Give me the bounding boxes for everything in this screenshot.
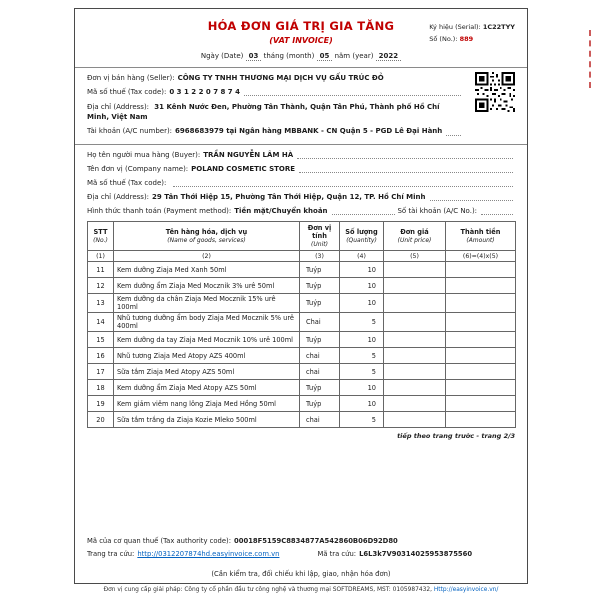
provider-text: Đơn vị cung cấp giải pháp: Công ty cổ phần đầu tư công nghệ và thương mại SOFTDREAMS, MST: 0105987432,: [103, 587, 432, 593]
buyer-taxcode-label: Mã số thuế (Tax code):: [87, 178, 167, 187]
table-row: [88, 348, 516, 364]
table-cell: [384, 348, 446, 364]
separator: [75, 144, 527, 145]
lookup-row: [87, 550, 515, 558]
table-row: [88, 294, 516, 313]
buyer-address-label: Địa chỉ (Address):: [87, 192, 150, 201]
column-header: Số lượng (Quantity): [340, 222, 384, 251]
date-year-value: 2022: [376, 52, 401, 61]
lookup-url-link[interactable]: http://0312207874hd.easyinvoice.com.vn: [137, 550, 280, 558]
table-cell: 14: [88, 313, 114, 332]
invoice-footer: [87, 537, 515, 578]
column-number: (2): [114, 251, 300, 262]
goods-table-number-row: [88, 251, 516, 262]
check-note: (Cần kiểm tra, đối chiếu khi lập, giao, nhận hóa đơn): [211, 570, 391, 578]
table-row: [88, 396, 516, 412]
table-cell: [446, 332, 516, 348]
dotted-leader: [430, 194, 513, 201]
dotted-leader: [244, 89, 461, 96]
table-cell: [384, 412, 446, 428]
table-cell: [446, 396, 516, 412]
column-header: Thành tiền (Amount): [446, 222, 516, 251]
table-cell: [384, 278, 446, 294]
lookup-code-label: Mã tra cứu:: [317, 550, 357, 558]
buyer-address-value: 29 Tân Thới Hiệp 15, Phường Tân Thới Hiệp, Quận 12, TP. Hồ Chí Minh: [152, 192, 426, 201]
column-number: (6)=(4)x(5): [446, 251, 516, 262]
vat-invoice: [74, 8, 528, 584]
column-number: (5): [384, 251, 446, 262]
table-cell: Kem dưỡng Ziaja Med Xanh 50ml: [114, 262, 300, 278]
seller-address-value: 31 Kênh Nước Đen, Phường Tân Thành, Quận Tân Phú, Thành phố Hồ Chí Minh, Việt Nam: [87, 102, 440, 122]
seller-name-label: Đơn vị bán hàng (Seller):: [87, 74, 175, 82]
table-cell: [446, 313, 516, 332]
invoice-number-value: 889: [459, 35, 474, 44]
invoice-header: [87, 19, 515, 60]
table-row: [88, 364, 516, 380]
serial-block: [429, 21, 515, 46]
date-month-label: tháng (month): [263, 52, 315, 60]
dotted-leader: [332, 208, 396, 215]
table-cell: [384, 380, 446, 396]
dotted-leader: [446, 129, 461, 136]
table-row: [88, 380, 516, 396]
table-cell: 16: [88, 348, 114, 364]
table-cell: 5: [340, 412, 384, 428]
goods-table-header-row: [88, 222, 516, 251]
tax-authority-row: [87, 537, 515, 545]
seller-account-value: 6968683979 tại Ngân hàng MBBANK - CN Quận 5 - PGD Lê Đại Hành: [175, 127, 443, 136]
dotted-leader: [481, 208, 513, 215]
tax-authority-label: Mã của cơ quan thuế (Tax authority code):: [87, 537, 231, 545]
buyer-company-row: [87, 165, 515, 174]
seller-taxcode-value: 0 3 1 2 2 0 7 8 7 4: [169, 87, 240, 96]
seller-account-label: Tài khoản (A/C number):: [87, 127, 173, 136]
date-day-label: Ngày (Date): [200, 52, 244, 60]
separator: [75, 67, 527, 68]
table-cell: [384, 294, 446, 313]
table-cell: 10: [340, 332, 384, 348]
invoice-number-row: [429, 33, 515, 45]
table-cell: [446, 278, 516, 294]
table-cell: Kem giảm viêm nang lông Ziaja Med Hồng 50ml: [114, 396, 300, 412]
table-cell: 20: [88, 412, 114, 428]
seller-account-row: [87, 127, 463, 136]
seller-address-row: [87, 102, 463, 123]
dotted-leader: [297, 152, 513, 159]
buyer-company-value: POLAND COSMETIC STORE: [191, 164, 296, 173]
serial-value: 1C22TYY: [482, 23, 515, 31]
lookup-code-value: L6L3k7V90314025953875560: [359, 550, 473, 558]
buyer-address-row: [87, 193, 515, 202]
table-cell: chai: [300, 348, 340, 364]
table-cell: Kem dưỡng ẩm Ziaja Med Mocznik 3% urê 50ml: [114, 278, 300, 294]
table-cell: Tuýp: [300, 380, 340, 396]
buyer-company-label: Tên đơn vị (Company name):: [87, 164, 189, 173]
date-month-value: 05: [317, 52, 333, 61]
red-dashed-mark: [589, 30, 591, 88]
table-row: [88, 332, 516, 348]
table-cell: Tuýp: [300, 396, 340, 412]
table-cell: 17: [88, 364, 114, 380]
table-cell: Sữa tắm Ziaja Med Atopy AZS 50ml: [114, 364, 300, 380]
table-cell: Kem dưỡng da chân Ziaja Med Mocznik 15% urê 100ml: [114, 294, 300, 313]
seller-address-label: Địa chỉ (Address):: [87, 102, 150, 111]
buyer-name-label: Họ tên người mua hàng (Buyer):: [87, 150, 201, 159]
provider-line: [74, 587, 528, 593]
table-cell: chai: [300, 412, 340, 428]
table-cell: [446, 364, 516, 380]
table-cell: Sữa tắm trắng da Ziaja Kozie Mleko 500ml: [114, 412, 300, 428]
table-cell: 10: [340, 278, 384, 294]
table-cell: Chai: [300, 313, 340, 332]
invoice-date-line: [87, 52, 515, 60]
payment-method-label: Hình thức thanh toán (Payment method):: [87, 206, 232, 215]
column-header: STT (No.): [88, 222, 114, 251]
table-cell: [384, 396, 446, 412]
table-cell: Tuýp: [300, 294, 340, 313]
goods-table: [87, 221, 516, 428]
buyer-section: [87, 151, 515, 216]
table-cell: [446, 380, 516, 396]
seller-section: [87, 74, 515, 137]
seller-name-row: [87, 74, 463, 83]
provider-link[interactable]: Http://easyinvoice.vn/: [433, 587, 499, 593]
invoice-subtitle: (VAT INVOICE): [269, 36, 333, 45]
table-cell: Nhũ tương dưỡng ẩm body Ziaja Med Mocznik 5% urê 400ml: [114, 313, 300, 332]
dotted-leader: [173, 180, 513, 187]
table-cell: Kem dưỡng da tay Ziaja Med Mocznik 10% urê 100ml: [114, 332, 300, 348]
buyer-name-row: [87, 151, 515, 160]
table-cell: 19: [88, 396, 114, 412]
column-header: Đơn vị tính (Unit): [300, 222, 340, 251]
table-cell: 18: [88, 380, 114, 396]
date-day-value: 03: [246, 52, 262, 61]
table-cell: 12: [88, 278, 114, 294]
seller-taxcode-row: [87, 88, 463, 97]
buyer-name-value: TRẦN NGUYỄN LÂM HÀ: [203, 150, 294, 159]
column-header: Tên hàng hóa, dịch vụ (Name of goods, services): [114, 222, 300, 251]
qr-code: [475, 72, 515, 112]
table-cell: 10: [340, 294, 384, 313]
buyer-taxcode-row: [87, 179, 515, 188]
table-cell: [384, 364, 446, 380]
column-number: (1): [88, 251, 114, 262]
column-header: Đơn giá (Unit price): [384, 222, 446, 251]
table-cell: chai: [300, 364, 340, 380]
table-cell: [384, 262, 446, 278]
table-row: [88, 412, 516, 428]
table-cell: 10: [340, 262, 384, 278]
table-cell: [446, 294, 516, 313]
table-cell: Tuýp: [300, 332, 340, 348]
buyer-account-label: Số tài khoản (A/C No.):: [397, 206, 478, 215]
table-cell: Nhũ tương Ziaja Med Atopy AZS 400ml: [114, 348, 300, 364]
table-cell: Tuýp: [300, 278, 340, 294]
table-cell: Tuýp: [300, 262, 340, 278]
payment-method-value: Tiền mặt/Chuyển khoản: [234, 206, 328, 215]
lookup-label: Trang tra cứu:: [87, 550, 135, 558]
table-cell: 10: [340, 396, 384, 412]
table-cell: [384, 313, 446, 332]
table-cell: 15: [88, 332, 114, 348]
table-cell: 13: [88, 294, 114, 313]
table-cell: [446, 348, 516, 364]
serial-label: Ký hiệu (Serial):: [429, 23, 481, 31]
table-cell: 5: [340, 364, 384, 380]
table-row: [88, 313, 516, 332]
table-cell: 5: [340, 348, 384, 364]
date-year-label: năm (year): [334, 52, 374, 60]
column-number: (3): [300, 251, 340, 262]
dotted-leader: [299, 166, 513, 173]
invoice-title: HÓA ĐƠN GIÁ TRỊ GIA TĂNG: [207, 19, 395, 33]
table-row: [88, 262, 516, 278]
table-cell: 5: [340, 313, 384, 332]
seller-name-value: CÔNG TY TNHH THƯƠNG MẠI DỊCH VỤ GẤU TRÚC ĐỎ: [177, 74, 384, 82]
column-number: (4): [340, 251, 384, 262]
invoice-number-label: Số (No.):: [429, 35, 458, 44]
table-cell: [446, 412, 516, 428]
table-cell: 10: [340, 380, 384, 396]
table-cell: [384, 332, 446, 348]
seller-taxcode-label: Mã số thuế (Tax code):: [87, 87, 167, 96]
continuation-note: tiếp theo trang trước - trang 2/3: [397, 432, 515, 440]
tax-authority-code: 00018F5159C8834877A542860B06D92D80: [234, 537, 398, 545]
buyer-payment-row: [87, 207, 515, 216]
table-cell: 11: [88, 262, 114, 278]
table-cell: Kem dưỡng ẩm Ziaja Med Atopy AZS 50ml: [114, 380, 300, 396]
table-row: [88, 278, 516, 294]
serial-row: [429, 21, 515, 33]
table-cell: [446, 262, 516, 278]
